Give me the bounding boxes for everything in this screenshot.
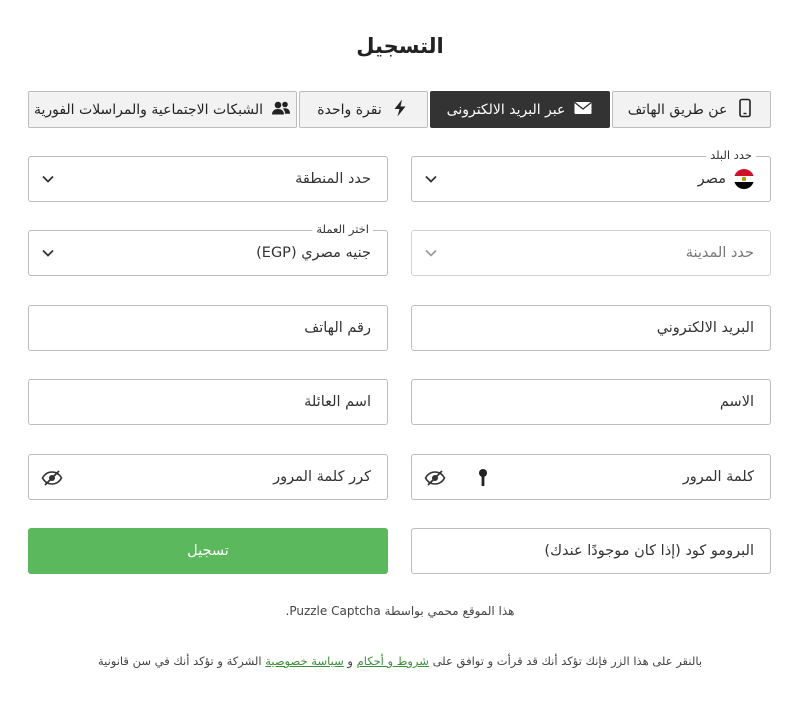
email-placeholder: البريد الالكتروني: [656, 320, 754, 336]
tab-social-label: الشبكات الاجتماعية والمراسلات الفورية: [33, 101, 264, 118]
chevron-down-icon: [424, 172, 438, 186]
city-placeholder: حدد المدينة: [685, 245, 754, 261]
eye-slash-icon[interactable]: [424, 468, 446, 488]
country-legend: حدد البلد: [706, 148, 756, 162]
currency-legend: اختر العملة: [312, 222, 373, 236]
register-button[interactable]: تسجيل: [28, 528, 388, 574]
last-name-field[interactable]: [28, 379, 388, 425]
mobile-phone-icon: [735, 98, 755, 122]
chevron-down-icon: [424, 246, 438, 260]
email-field[interactable]: [411, 305, 771, 351]
eye-slash-icon[interactable]: [41, 468, 63, 488]
lightning-bolt-icon: [390, 98, 410, 122]
password-placeholder: كلمة المرور: [682, 469, 754, 485]
terms-joiner: و: [343, 654, 357, 668]
first-name-field[interactable]: [411, 379, 771, 425]
currency-select[interactable]: [28, 222, 388, 276]
registration-tabs: [28, 91, 771, 128]
terms-suffix: الشركة و تؤكد أنك في سن قانونية: [97, 654, 266, 668]
terms-link[interactable]: شروط و أحكام: [356, 654, 429, 668]
promo-placeholder: البرومو كود (إذا كان موجودًا عندك): [544, 543, 754, 559]
tab-one-click-label: نقرة واحدة: [317, 101, 382, 118]
users-icon: [271, 98, 291, 122]
chevron-down-icon: [41, 172, 55, 186]
privacy-policy-link[interactable]: سياسة خصوصية: [265, 654, 344, 668]
password-field[interactable]: [411, 454, 771, 500]
tab-phone[interactable]: [612, 91, 771, 128]
region-placeholder: حدد المنطقة: [295, 171, 371, 187]
chevron-down-icon: [41, 246, 55, 260]
tab-one-click[interactable]: [299, 91, 428, 128]
country-select[interactable]: [411, 148, 771, 202]
last-name-placeholder: اسم العائلة: [304, 394, 371, 410]
phone-placeholder: رقم الهاتف: [304, 320, 371, 336]
captcha-notice: هذا الموقع محمي بواسطة Puzzle Captcha.: [285, 604, 515, 618]
tab-phone-label: عن طريق الهاتف: [627, 101, 728, 118]
phone-field[interactable]: [28, 305, 388, 351]
page-title: التسجيل: [356, 34, 444, 58]
password-repeat-field[interactable]: [28, 454, 388, 500]
region-select[interactable]: [28, 156, 388, 202]
egypt-flag-icon: [734, 169, 754, 189]
tab-email[interactable]: [430, 91, 610, 128]
first-name-placeholder: الاسم: [719, 394, 754, 410]
terms-prefix: بالنقر على هذا الزر فإنك تؤكد أنك قد قرأت و توافق على: [428, 654, 703, 668]
city-select[interactable]: [411, 230, 771, 276]
currency-value: جنيه مصري (EGP): [256, 245, 371, 261]
envelope-icon: [573, 98, 593, 122]
tab-social[interactable]: [28, 91, 297, 128]
promo-code-field[interactable]: [411, 528, 771, 574]
country-value: مصر: [697, 171, 726, 187]
tab-email-label: عبر البريد الالكترونى: [446, 101, 566, 118]
key-icon[interactable]: [476, 468, 490, 488]
password-repeat-placeholder: كرر كلمة المرور: [273, 469, 371, 485]
terms-notice: [0, 654, 800, 668]
